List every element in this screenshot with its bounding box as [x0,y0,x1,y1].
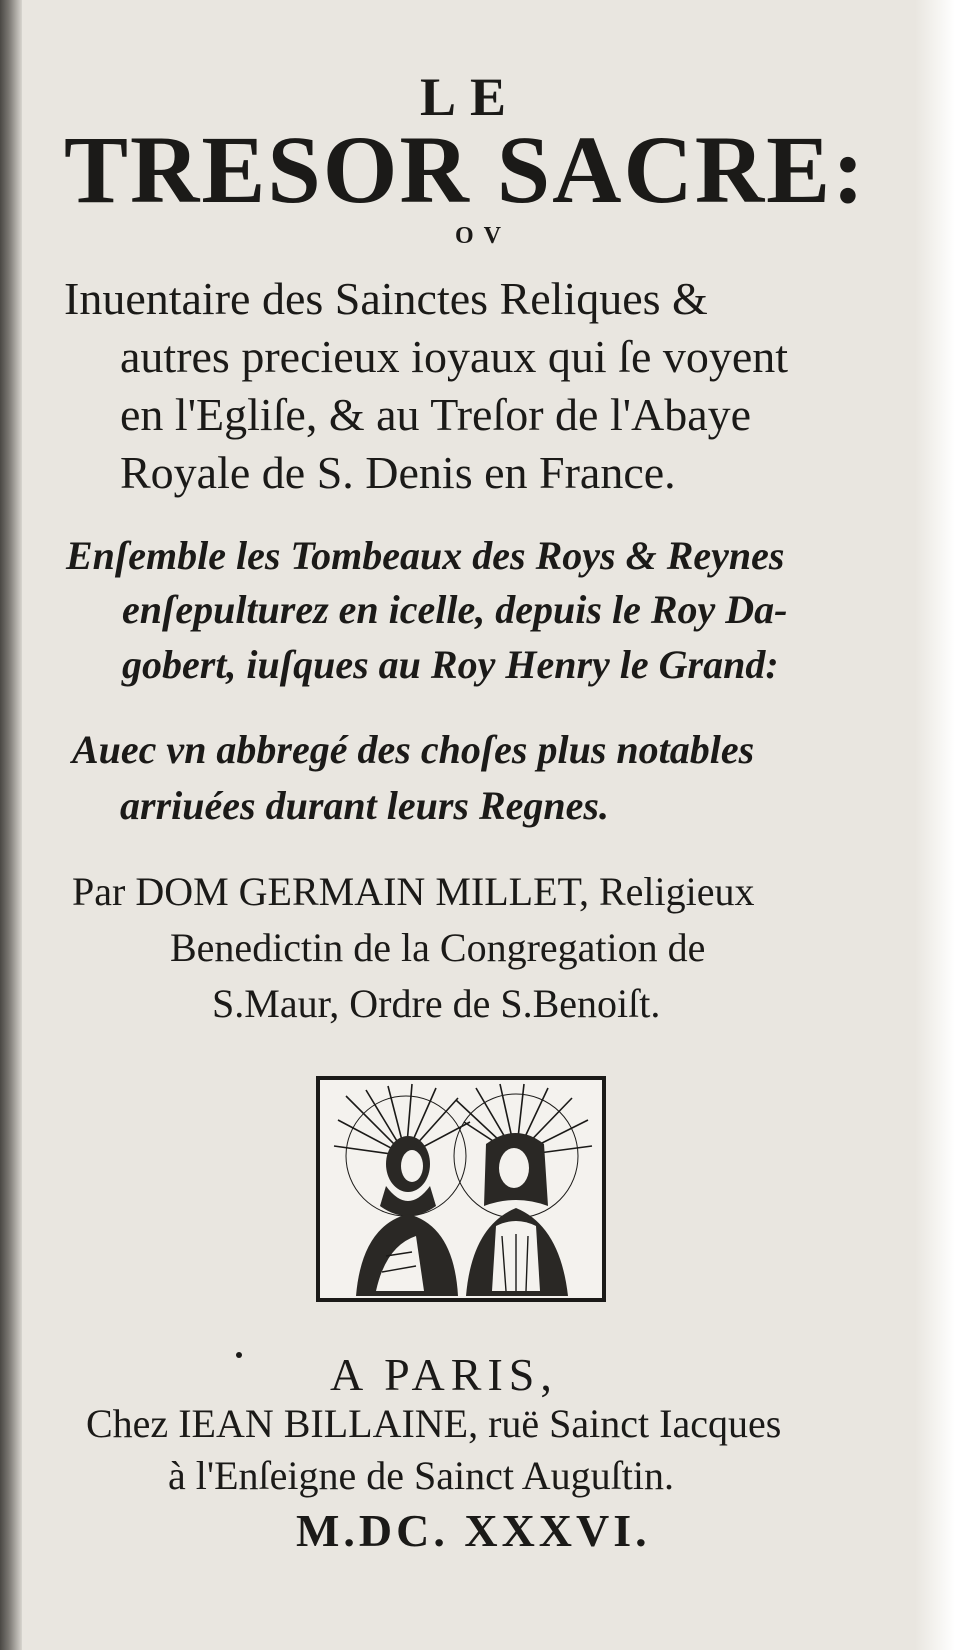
imprint-date: M.DC. XXXVI. [296,1505,651,1556]
author-line: S.Maur, Ordre de S.Benoiſt. [212,981,661,1026]
inventory-line: Inuentaire des Sainctes Reliques & [64,273,708,324]
imprint-line: Chez IEAN BILLAINE, ruë Sainct Iacques [86,1401,782,1446]
binding-edge [0,0,22,1650]
italic-line: Auec vn abbregé des choſes plus notables [72,727,755,772]
imprint-line: à l'Enſeigne de Sainct Auguſtin. [168,1453,674,1498]
inventory-line: Royale de S. Denis en France. [120,447,676,498]
italic-line: gobert, iuſques au Roy Henry le Grand: [122,642,779,687]
inventory-line: en l'Egliſe, & au Treſor de l'Abaye [120,389,752,440]
main-title: TRESOR SACRE: [64,116,867,223]
woodcut-christ-and-virgin-icon [316,1076,606,1302]
italic-line: arriuées durant leurs Regnes. [120,783,609,828]
italic-line: Enſemble les Tombeaux des Roys & Reynes [66,533,785,578]
title-article: LE [420,67,521,127]
inventory-line: autres precieux ioyaux qui ſe voyent [120,331,789,382]
author-line: Benedictin de la Congregation de [170,925,706,970]
italic-line: enſepulturez en icelle, depuis le Roy Da- [122,587,788,632]
title-conjunction: OV [455,223,511,249]
ornament-dot [236,1352,242,1358]
page-edge [915,0,955,1650]
author-line: Par DOM GERMAIN MILLET, Religieux [72,869,755,914]
imprint-line: A PARIS, [330,1349,558,1400]
